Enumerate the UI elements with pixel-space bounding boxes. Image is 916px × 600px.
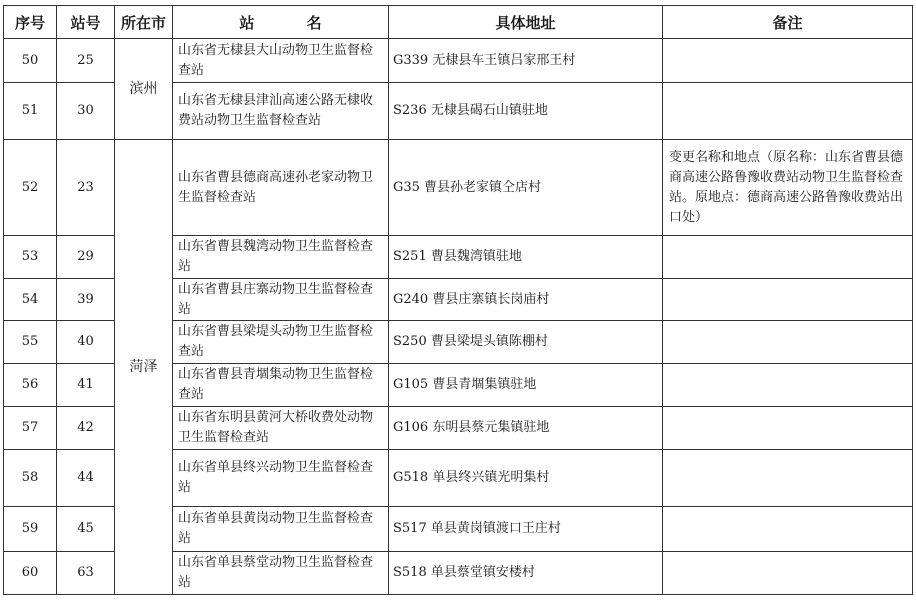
seq-cell: 50 bbox=[4, 39, 57, 83]
station-table bbox=[3, 5, 913, 595]
remark-cell bbox=[663, 450, 913, 507]
seq-cell: 58 bbox=[4, 450, 57, 507]
station-name-cell: 山东省无棣县大山动物卫生监督检查站 bbox=[173, 39, 389, 83]
table-row bbox=[4, 140, 913, 236]
station-name-cell: 山东省单县黄岗动物卫生监督检查站 bbox=[173, 507, 389, 552]
seq-cell: 54 bbox=[4, 279, 57, 321]
seq-cell: 51 bbox=[4, 83, 57, 140]
seq-cell: 52 bbox=[4, 140, 57, 236]
remark-cell bbox=[663, 83, 913, 140]
station-name-cell: 山东省无棣县津汕高速公路无棣收费站动物卫生监督检查站 bbox=[173, 83, 389, 140]
table-row bbox=[4, 39, 913, 83]
station-name-cell: 山东省曹县德商高速孙老家动物卫生监督检查站 bbox=[173, 140, 389, 236]
seq-cell: 57 bbox=[4, 407, 57, 450]
station-no-cell: 63 bbox=[57, 552, 115, 595]
address-cell: S236 无棣县碣石山镇驻地 bbox=[389, 83, 663, 140]
address-cell: G240 曹县庄寨镇长岗庙村 bbox=[389, 279, 663, 321]
address-cell: S251 曹县魏湾镇驻地 bbox=[389, 236, 663, 279]
station-name-cell: 山东省单县蔡堂动物卫生监督检查站 bbox=[173, 552, 389, 595]
remark-cell bbox=[663, 279, 913, 321]
station-no-cell: 42 bbox=[57, 407, 115, 450]
station-name-cell: 山东省东明县黄河大桥收费处动物卫生监督检查站 bbox=[173, 407, 389, 450]
station-name-cell: 山东省曹县魏湾动物卫生监督检查站 bbox=[173, 236, 389, 279]
seq-cell: 55 bbox=[4, 321, 57, 364]
seq-cell: 56 bbox=[4, 364, 57, 407]
remark-cell bbox=[663, 236, 913, 279]
address-cell: G35 曹县孙老家镇仝店村 bbox=[389, 140, 663, 236]
address-cell: G518 单县终兴镇光明集村 bbox=[389, 450, 663, 507]
station-no-cell: 39 bbox=[57, 279, 115, 321]
station-no-cell: 29 bbox=[57, 236, 115, 279]
address-cell: S518 单县蔡堂镇安楼村 bbox=[389, 552, 663, 595]
station-no-cell: 44 bbox=[57, 450, 115, 507]
address-cell: S250 曹县梁堤头镇陈棚村 bbox=[389, 321, 663, 364]
station-no-cell: 41 bbox=[57, 364, 115, 407]
seq-cell: 53 bbox=[4, 236, 57, 279]
address-cell: S517 单县黄岗镇渡口王庄村 bbox=[389, 507, 663, 552]
header-seq: 序号 bbox=[4, 6, 57, 39]
seq-cell: 59 bbox=[4, 507, 57, 552]
station-no-cell: 45 bbox=[57, 507, 115, 552]
address-cell: G339 无棣县车王镇吕家邢王村 bbox=[389, 39, 663, 83]
station-no-cell: 40 bbox=[57, 321, 115, 364]
station-no-cell: 30 bbox=[57, 83, 115, 140]
remark-cell bbox=[663, 407, 913, 450]
address-cell: G105 曹县青堌集镇驻地 bbox=[389, 364, 663, 407]
header-row bbox=[4, 6, 913, 39]
header-station-no: 站号 bbox=[57, 6, 115, 39]
station-no-cell: 23 bbox=[57, 140, 115, 236]
remark-cell bbox=[663, 321, 913, 364]
header-station-name-text: 站 名 bbox=[239, 13, 322, 32]
header-city: 所在市 bbox=[115, 6, 173, 39]
remark-cell bbox=[663, 364, 913, 407]
remark-cell: 变更名称和地点（原名称：山东省曹县德商高速公路鲁豫收费站动物卫生监督检查站。原地点：德商高速公路鲁豫收费站出口处） bbox=[663, 140, 913, 236]
address-cell: G106 东明县蔡元集镇驻地 bbox=[389, 407, 663, 450]
remark-cell bbox=[663, 507, 913, 552]
station-name-cell: 山东省曹县青堌集动物卫生监督检查站 bbox=[173, 364, 389, 407]
station-name-cell: 山东省单县终兴动物卫生监督检查站 bbox=[173, 450, 389, 507]
station-name-cell: 山东省曹县梁堤头动物卫生监督检查站 bbox=[173, 321, 389, 364]
city-cell-heze: 菏泽 bbox=[115, 140, 173, 595]
station-name-cell: 山东省曹县庄寨动物卫生监督检查站 bbox=[173, 279, 389, 321]
seq-cell: 60 bbox=[4, 552, 57, 595]
city-cell-binzhou: 滨州 bbox=[115, 39, 173, 140]
remark-cell bbox=[663, 552, 913, 595]
remark-cell bbox=[663, 39, 913, 83]
header-address: 具体地址 bbox=[389, 6, 663, 39]
header-remark: 备注 bbox=[663, 6, 913, 39]
station-no-cell: 25 bbox=[57, 39, 115, 83]
header-station-name bbox=[173, 6, 389, 39]
